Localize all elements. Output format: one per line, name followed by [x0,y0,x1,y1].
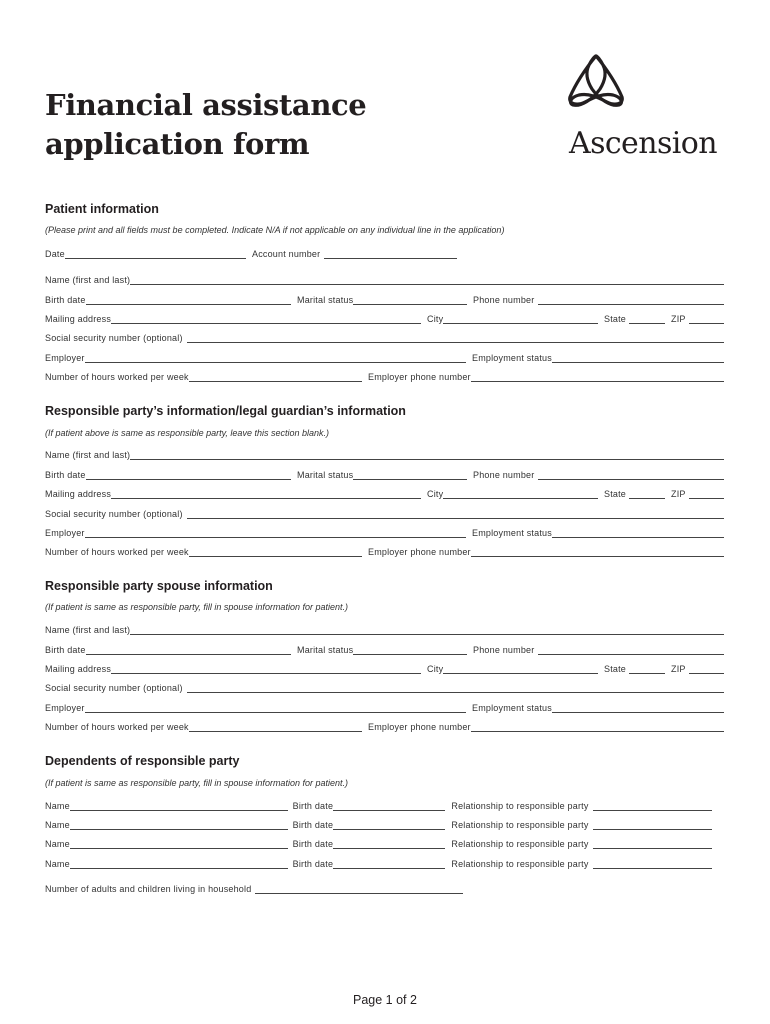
dependent-birth-date-label: Birth date [292,801,334,811]
spouse-employer-phone-label: Employer phone number [368,722,471,732]
spouse-name-line[interactable] [130,634,724,635]
patient-zip-line[interactable] [689,323,724,324]
section-note-dependents: (If patient is same as responsible party, fill in spouse information for patient.) [45,778,348,788]
dependent-name-field[interactable] [45,819,288,831]
spouse-employment-status-label: Employment status [472,703,552,713]
dependent-birth-date-line[interactable] [333,868,445,869]
patient-employer-line[interactable] [85,362,466,363]
patient-date-line[interactable] [65,258,246,259]
dependent-relationship-field[interactable] [451,838,712,850]
spouse-phone-number-field[interactable] [473,644,724,656]
responsible-mailing-address-label: Mailing address [45,489,112,499]
patient-city-field[interactable] [427,313,598,325]
spouse-state-field[interactable] [604,663,665,675]
patient-mailing-address-field[interactable] [45,313,421,325]
dependent-name-label: Name [45,859,70,869]
household-count-label: Number of adults and children living in household [45,884,252,894]
section-heading-patient: Patient information [45,202,159,216]
patient-ssn-line[interactable] [187,342,724,343]
patient-phone-number-line[interactable] [538,304,724,305]
responsible-state-label: State [604,489,627,499]
dependent-birth-date-field[interactable] [293,819,446,831]
patient-row-employer [45,352,724,364]
spouse-marital-status-field[interactable] [297,644,467,656]
spouse-zip-line[interactable] [689,673,724,674]
spouse-city-label: City [427,664,444,674]
spouse-employer-line[interactable] [85,712,466,713]
spouse-city-field[interactable] [427,663,598,675]
responsible-employer-label: Employer [45,528,85,538]
responsible-name-field[interactable] [45,449,724,461]
patient-employment-status-label: Employment status [472,353,552,363]
section-note-responsible: (If patient above is same as responsible party, leave this section blank.) [45,428,329,438]
dependent-name-field[interactable] [45,838,288,850]
responsible-row-birth [45,469,724,481]
spouse-birth-date-line[interactable] [86,654,291,655]
dependent-relationship-field[interactable] [451,819,712,831]
responsible-phone-number-field[interactable] [473,469,724,481]
patient-employer-label: Employer [45,353,85,363]
spouse-mailing-address-line[interactable] [111,673,421,674]
patient-account-number-line[interactable] [324,258,457,259]
dependent-birth-date-field[interactable] [293,858,446,870]
responsible-employer-phone-field[interactable] [368,546,724,558]
patient-row-address [45,313,724,325]
dependent-relationship-label: Relationship to responsible party [451,859,589,869]
patient-hours-line[interactable] [189,381,362,382]
dependent-relationship-label: Relationship to responsible party [451,820,589,830]
spouse-name-field[interactable] [45,624,724,636]
responsible-state-line[interactable] [629,498,665,499]
form-title-line2: application form [45,127,310,161]
household-count-field[interactable] [45,883,463,895]
patient-employment-status-field[interactable] [472,352,724,364]
responsible-mailing-address-line[interactable] [111,498,421,499]
spouse-employment-status-field[interactable] [472,702,724,714]
dependent-row [45,838,712,850]
responsible-name-line[interactable] [130,459,724,460]
responsible-hours-label: Number of hours worked per week [45,547,189,557]
spouse-employer-label: Employer [45,703,85,713]
spouse-mailing-address-field[interactable] [45,663,421,675]
responsible-state-field[interactable] [604,488,665,500]
responsible-ssn-label: Social security number (optional) [45,509,183,519]
dependent-relationship-line[interactable] [593,829,712,830]
patient-phone-number-label: Phone number [473,295,535,305]
patient-mailing-address-line[interactable] [111,323,421,324]
dependent-relationship-line[interactable] [593,848,712,849]
dependent-relationship-line[interactable] [593,868,712,869]
dependent-name-line[interactable] [70,810,288,811]
patient-row-hours [45,371,724,383]
responsible-employment-status-field[interactable] [472,527,724,539]
responsible-zip-label: ZIP [671,489,686,499]
patient-ssn-field[interactable] [45,332,724,344]
spouse-hours-field[interactable] [45,721,362,733]
patient-account-number-field[interactable] [252,248,457,260]
page-number: Page 1 of 2 [353,993,417,1007]
dependent-name-field[interactable] [45,800,288,812]
responsible-ssn-field[interactable] [45,508,724,520]
dependent-name-label: Name [45,839,70,849]
responsible-row-ssn [45,508,724,520]
responsible-zip-line[interactable] [689,498,724,499]
patient-birth-date-line[interactable] [86,304,291,305]
dependent-name-label: Name [45,801,70,811]
section-heading-dependents: Dependents of responsible party [45,754,240,768]
spouse-ssn-label: Social security number (optional) [45,683,183,693]
patient-zip-field[interactable] [671,313,724,325]
responsible-hours-field[interactable] [45,546,362,558]
dependent-birth-date-line[interactable] [333,848,445,849]
household-row [45,883,463,895]
patient-marital-status-line[interactable] [353,304,467,305]
responsible-birth-date-line[interactable] [86,479,291,480]
patient-state-label: State [604,314,627,324]
patient-city-line[interactable] [443,323,598,324]
patient-name-line[interactable] [130,284,724,285]
responsible-city-label: City [427,489,444,499]
patient-date-field[interactable] [45,248,246,260]
spouse-marital-status-line[interactable] [353,654,467,655]
spouse-ssn-field[interactable] [45,682,724,694]
spouse-state-label: State [604,664,627,674]
dependent-relationship-field[interactable] [451,800,712,812]
patient-birth-date-field[interactable] [45,294,291,306]
responsible-phone-number-line[interactable] [538,479,724,480]
patient-marital-status-field[interactable] [297,294,467,306]
form-title-line1: Financial assistance [45,88,367,122]
responsible-zip-field[interactable] [671,488,724,500]
dependent-name-line[interactable] [70,829,288,830]
responsible-row-address [45,488,724,500]
patient-marital-status-label: Marital status [297,295,354,305]
dependent-name-field[interactable] [45,858,288,870]
patient-name-label: Name (first and last) [45,275,131,285]
dependent-row [45,819,712,831]
dependent-name-line[interactable] [70,868,288,869]
dependent-name-label: Name [45,820,70,830]
dependent-birth-date-field[interactable] [293,838,446,850]
patient-mailing-address-label: Mailing address [45,314,112,324]
responsible-employment-status-label: Employment status [472,528,552,538]
dependent-birth-date-line[interactable] [333,810,445,811]
dependent-relationship-line[interactable] [593,810,712,811]
patient-state-line[interactable] [629,323,665,324]
spouse-row-hours [45,721,724,733]
dependent-row [45,858,712,870]
spouse-employment-status-line[interactable] [552,712,724,713]
dependent-birth-date-line[interactable] [333,829,445,830]
responsible-city-field[interactable] [427,488,598,500]
patient-account-number-label: Account number [252,249,321,259]
spouse-employer-field[interactable] [45,702,466,714]
form-title [45,86,366,164]
spouse-row-name [45,624,724,636]
spouse-marital-status-label: Marital status [297,645,354,655]
section-heading-spouse: Responsible party spouse information [45,579,273,593]
spouse-row-birth [45,644,724,656]
brand-name: Ascension [569,126,717,161]
patient-employer-phone-field[interactable] [368,371,724,383]
responsible-birth-date-label: Birth date [45,470,86,480]
spouse-zip-label: ZIP [671,664,686,674]
household-count-line[interactable] [255,893,463,894]
responsible-marital-status-label: Marital status [297,470,354,480]
section-note-spouse: (If patient is same as responsible party, fill in spouse information for patient.) [45,602,348,612]
patient-state-field[interactable] [604,313,665,325]
responsible-employer-phone-label: Employer phone number [368,547,471,557]
patient-row-ssn [45,332,724,344]
spouse-mailing-address-label: Mailing address [45,664,112,674]
responsible-mailing-address-field[interactable] [45,488,421,500]
spouse-hours-line[interactable] [189,731,362,732]
patient-row-name [45,274,724,286]
responsible-ssn-line[interactable] [187,518,724,519]
spouse-hours-label: Number of hours worked per week [45,722,189,732]
spouse-name-label: Name (first and last) [45,625,131,635]
dependent-birth-date-field[interactable] [293,800,446,812]
dependent-relationship-field[interactable] [451,858,712,870]
spouse-employer-phone-line[interactable] [471,731,724,732]
dependent-birth-date-label: Birth date [292,820,334,830]
responsible-row-hours [45,546,724,558]
responsible-name-label: Name (first and last) [45,450,131,460]
spouse-birth-date-label: Birth date [45,645,86,655]
spouse-row-employer [45,702,724,714]
patient-row-birth [45,294,724,306]
patient-employer-phone-line[interactable] [471,381,724,382]
dependent-relationship-label: Relationship to responsible party [451,839,589,849]
responsible-hours-line[interactable] [189,556,362,557]
patient-date-label: Date [45,249,65,259]
responsible-row-name [45,449,724,461]
responsible-phone-number-label: Phone number [473,470,535,480]
spouse-ssn-line[interactable] [187,692,724,693]
responsible-employer-field[interactable] [45,527,466,539]
section-heading-responsible: Responsible party’s information/legal guardian’s information [45,404,406,418]
spouse-phone-number-label: Phone number [473,645,535,655]
spouse-row-address [45,663,724,675]
patient-employer-field[interactable] [45,352,466,364]
responsible-city-line[interactable] [443,498,598,499]
spouse-employer-phone-field[interactable] [368,721,724,733]
responsible-employer-phone-line[interactable] [471,556,724,557]
spouse-phone-number-line[interactable] [538,654,724,655]
patient-birth-date-label: Birth date [45,295,86,305]
patient-hours-field[interactable] [45,371,362,383]
responsible-employer-line[interactable] [85,537,466,538]
patient-hours-label: Number of hours worked per week [45,372,189,382]
dependent-name-line[interactable] [70,848,288,849]
patient-name-field[interactable] [45,274,724,286]
responsible-marital-status-line[interactable] [353,479,467,480]
patient-employer-phone-label: Employer phone number [368,372,471,382]
responsible-row-employer [45,527,724,539]
dependent-birth-date-label: Birth date [292,859,334,869]
dependent-birth-date-label: Birth date [292,839,334,849]
patient-zip-label: ZIP [671,314,686,324]
section-note-patient: (Please print and all fields must be completed. Indicate N/A if not applicable on any individual line in the application) [45,225,505,235]
spouse-row-ssn [45,682,724,694]
patient-row-date-account [45,248,724,260]
patient-ssn-label: Social security number (optional) [45,333,183,343]
responsible-employment-status-line[interactable] [552,537,724,538]
spouse-city-line[interactable] [443,673,598,674]
responsible-birth-date-field[interactable] [45,469,291,481]
patient-phone-number-field[interactable] [473,294,724,306]
spouse-state-line[interactable] [629,673,665,674]
ascension-trinity-logo-icon [567,53,625,109]
patient-city-label: City [427,314,444,324]
spouse-birth-date-field[interactable] [45,644,291,656]
responsible-marital-status-field[interactable] [297,469,467,481]
spouse-zip-field[interactable] [671,663,724,675]
dependent-relationship-label: Relationship to responsible party [451,801,589,811]
patient-employment-status-line[interactable] [552,362,724,363]
dependent-row [45,800,712,812]
